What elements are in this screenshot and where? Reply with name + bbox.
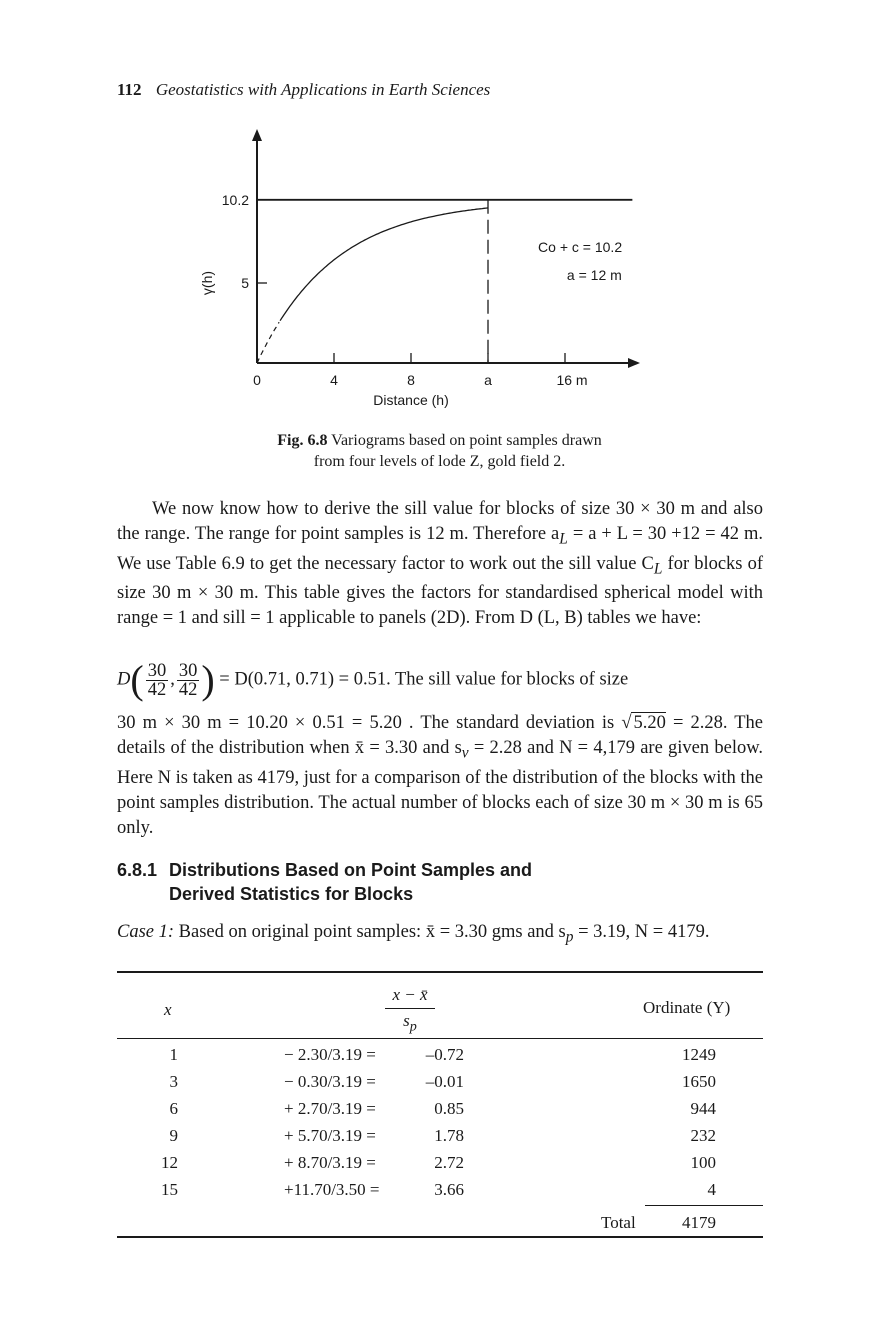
model-curve-dashed [257,322,279,363]
cell-formula: + 2.70/3.19 = [284,1099,376,1118]
table-row [0,1153,878,1180]
column-header-standardized: $\frac{x - x̄}{s_p}$ [385,985,435,1035]
cell-formula: +11.70/3.50 = [284,1180,380,1199]
total-value: 4179 [682,1213,716,1232]
annotation-range: a = 12 m [566,266,622,283]
x-tick-label: 0 [253,372,261,388]
cell-value: 3.66 [434,1180,464,1199]
table-header-rule [117,1038,763,1039]
cell-x: 6 [169,1099,178,1118]
cell-formula: + 5.70/3.19 = [284,1126,376,1145]
equation-d: D [117,669,131,690]
cell-value: –0.01 [425,1072,464,1091]
section-number: 6.8.1 [117,860,158,880]
y-tick-label: 10.2 [221,191,249,208]
running-title: Geostatistics with Applications in Earth Sciences [155,80,491,99]
column-header-ordinate: Ordinate (Y) [643,998,731,1017]
figure-caption [117,430,762,472]
annotation-sill: Co + c = 10.2 [538,238,623,255]
cell-value: –0.72 [425,1045,464,1064]
table-bottom-rule [117,1236,763,1238]
section-title-line-2: Derived Statistics for Blocks [169,884,414,904]
x-tick-label: 16 m [556,372,588,388]
paragraph-2: 30 m × 30 m = 10.20 × 0.51 = 5.20 . The standard deviation is √ 5.20 = 2.28. The details of the distribution when x̄ = 3.30 and $s_v = 2.28$ and N = 4,179 are given below. Here N is taken as 4179, just for a comparison of the distribution of the blocks with the point samples distribution. The actual number of blocks each of size 30 m × 30 m is 65 only. [117,713,763,838]
figure-label: Fig. 6.8 [277,432,328,449]
cell-ordinate: 1650 [682,1072,716,1091]
cell-x: 3 [169,1072,178,1091]
case-1-text: Case 1: Based on original point samples: x̄ = 3.30 gms and $s_p = 3.19$, N = 4179. [117,922,710,946]
fraction-1: $\frac{30}{42}$ [147,660,167,700]
y-tick-label: 5 [241,275,249,291]
cell-ordinate: 1249 [682,1045,716,1064]
running-header [117,80,490,100]
table-top-rule [117,971,763,973]
cell-x: 15 [161,1180,178,1199]
cell-ordinate: 4 [707,1180,716,1199]
equation-line: D( $\frac{30}{42}$ , $\frac{30}{42}$ ) = D(0.71, 0.71) = 0.51. The sill value for blocks of size [117,657,629,702]
table-row [0,1126,878,1153]
cell-value: 2.72 [434,1153,464,1172]
total-rule [645,1205,763,1206]
x-tick-label: 4 [330,372,338,388]
table-row [0,1099,878,1126]
model-curve [280,208,488,321]
section-title-line-1: Distributions Based on Point Samples and [169,860,533,880]
cell-formula: − 0.30/3.19 = [284,1072,376,1091]
section-heading [117,858,532,906]
x-tick-label: 8 [407,372,415,388]
fraction-2: $\frac{30}{42}$ [178,660,198,700]
total-label: Total [601,1213,636,1232]
equation-rest: = D(0.71, 0.71) = 0.51. The sill value for blocks of size [214,669,629,690]
x-axis-arrow [628,358,640,368]
cell-x: 12 [161,1153,178,1172]
table-row [0,1180,878,1207]
cell-formula: − 2.30/3.19 = [284,1045,376,1064]
caption-line-1: Variograms based on point samples drawn [331,432,602,449]
y-axis-label: γ(h) [199,270,215,296]
y-axis-arrow [252,129,262,141]
x-axis-label: Distance (h) [373,392,449,408]
paragraph-1: We now know how to derive the sill value for blocks of size 30 × 30 m and also the range. The range for point samples is 12 m. Therefore $a_L = a + L = 30 +12 = 42$ m. We use Table 6.9 to get the necessary factor to work out the sill value $C_L$ for blocks of size 30 m × 30 m. This table gives the factors for standardised spherical model with range = 1 and sill = 1 applicable to panels (2D). From D (L, B) tables we have: [117,499,764,629]
variogram-chart [190,125,670,415]
cell-x: 9 [169,1126,178,1145]
caption-line-2: from four levels of lode Z, gold field 2. [313,453,566,470]
table-row [0,1072,878,1099]
column-header-x: x [164,1000,172,1019]
x-tick-label: a [484,372,492,388]
cell-ordinate: 100 [690,1153,716,1172]
table-row [0,1045,878,1072]
cell-x: 1 [169,1045,178,1064]
cell-formula: + 8.70/3.19 = [284,1153,376,1172]
cell-value: 0.85 [434,1099,464,1118]
page-number: 112 [117,80,142,99]
cell-value: 1.78 [434,1126,464,1145]
cell-ordinate: 944 [690,1099,716,1118]
cell-ordinate: 232 [690,1126,716,1145]
